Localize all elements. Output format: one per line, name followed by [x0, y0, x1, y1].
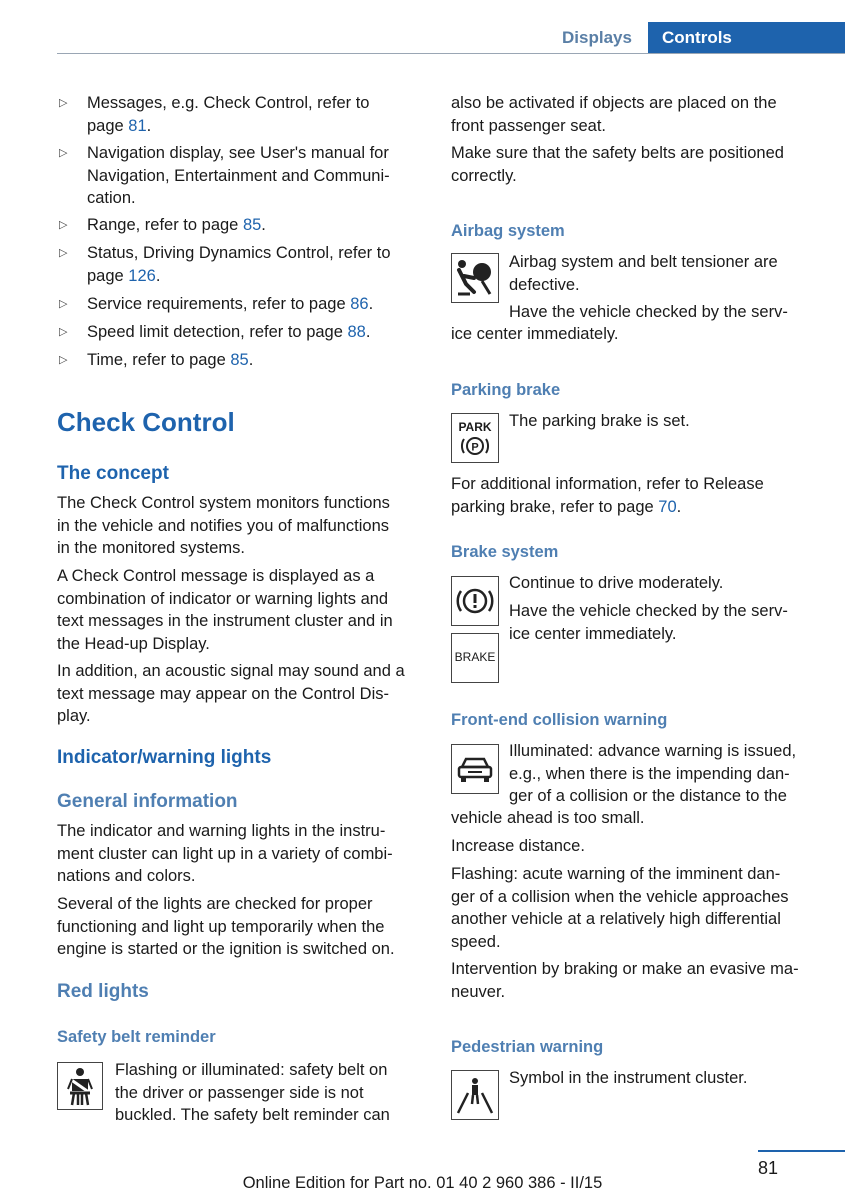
bullet-triangle-icon: ▷: [59, 354, 68, 366]
parking-icon-label: PARK: [458, 420, 492, 434]
bullet-triangle-icon: ▷: [59, 219, 68, 231]
header-chapter-tab: Controls: [648, 22, 845, 54]
parking-brake-icon: [451, 413, 499, 463]
header-rule: [57, 53, 845, 54]
paragraph: Intervention by braking or make an evasive ma- neuver.: [451, 960, 799, 1001]
subsection-heading: Red lights: [57, 981, 149, 1002]
airbag-warning-icon: [451, 253, 499, 303]
footer-rule: [758, 1150, 845, 1152]
subsection-heading: Parking brake: [451, 381, 561, 399]
subsection-heading: Indicator/warning lights: [57, 747, 272, 768]
paragraph: A Check Control message is displayed as a combination of indicator or warning lights and text messages in the instrument cluster and in the Head-up Display.: [57, 567, 393, 653]
footer-edition: Online Edition for Part no. 01 40 2 960 386 - II/15: [242, 1174, 603, 1192]
header-section-label: Displays: [562, 28, 632, 47]
seatbelt-warning-icon: [57, 1062, 103, 1110]
paragraph: vehicle ahead is too small.: [451, 809, 645, 827]
list-item: ▷ Status, Driving Dynamics Control, refer to page 126.: [59, 244, 391, 285]
paragraph: also be activated if objects are placed on the front passenger seat.: [451, 94, 777, 135]
page-link[interactable]: 86: [350, 295, 369, 313]
paragraph: Several of the lights are checked for proper functioning and light up temporarily when the engine is started or the ignition is switched on.: [57, 895, 395, 958]
bullet-triangle-icon: ▷: [59, 147, 68, 159]
list-item: ▷ Service requirements, refer to page 86.: [57, 293, 422, 316]
brake-warning-icon: [451, 576, 499, 626]
paragraph: Continue to drive moderately.: [509, 574, 724, 592]
list-item: ▷ Speed limit detection, refer to page 88.: [57, 321, 422, 344]
brake-text-icon: [451, 633, 499, 683]
list-item: ▷ Messages, e.g. Check Control, refer to page 81.: [59, 94, 370, 135]
paragraph: Illuminated: advance warning is issued, e.g., when there is the impending dan- ger of a collision or the distance to the: [509, 742, 797, 805]
subsection-heading: Safety belt reminder: [57, 1028, 216, 1046]
subsection-heading: Airbag system: [451, 222, 565, 240]
list-item: ▷ Navigation display, see User's manual for Navigation, Entertainment and Communi- cation.: [59, 144, 390, 207]
bullet-triangle-icon: ▷: [59, 97, 68, 109]
page-link[interactable]: 126: [128, 266, 156, 285]
page-link[interactable]: 70: [658, 497, 677, 516]
page-link[interactable]: 81: [128, 116, 147, 135]
paragraph: ice center immediately.: [451, 325, 619, 343]
subsection-heading: Pedestrian warning: [451, 1038, 604, 1056]
paragraph: Flashing or illuminated: safety belt on the driver or passenger side is not buckled. The safety belt reminder can: [115, 1061, 390, 1124]
subsection-heading: Front-end collision warning: [451, 711, 668, 729]
collision-warning-icon: [451, 744, 499, 794]
page-number: 81: [758, 1158, 779, 1178]
paragraph: For additional information, refer to Release parking brake, refer to page 70.: [451, 475, 764, 516]
paragraph: Have the vehicle checked by the serv-: [509, 303, 788, 321]
paragraph: The Check Control system monitors functions in the vehicle and notifies you of malfunctions in the monitored systems.: [57, 494, 390, 557]
svg-text:P: P: [471, 441, 479, 454]
page-link[interactable]: 85: [230, 351, 249, 369]
page-link[interactable]: 85: [242, 216, 262, 234]
paragraph: Airbag system and belt tensioner are defective.: [509, 253, 778, 294]
section-title: Check Control: [57, 407, 235, 437]
page-link[interactable]: 88: [347, 323, 366, 341]
paragraph: In addition, an acoustic signal may sound and a text message may appear on the Control Dis- play.: [57, 662, 405, 725]
pedestrian-warning-icon: [451, 1070, 499, 1120]
bullet-triangle-icon: ▷: [59, 326, 68, 338]
subsection-heading: The concept: [57, 463, 169, 484]
paragraph: Symbol in the instrument cluster.: [509, 1069, 748, 1087]
paragraph: Flashing: acute warning of the imminent dan- ger of a collision when the vehicle approaches another vehicle at a relatively high differential speed.: [451, 865, 789, 951]
paragraph: The indicator and warning lights in the instru- ment cluster can light up in a variety of combi- nations and colors.: [57, 822, 393, 885]
bullet-triangle-icon: ▷: [59, 298, 68, 310]
bullet-triangle-icon: ▷: [59, 247, 68, 259]
brake-icon-label: BRAKE: [454, 650, 496, 664]
subsection-heading: Brake system: [451, 543, 559, 561]
paragraph: Have the vehicle checked by the serv- ice center immediately.: [509, 602, 788, 643]
list-item: ▷ Range, refer to page 85.: [57, 214, 422, 237]
list-item: ▷ Time, refer to page 85.: [57, 349, 422, 372]
paragraph: Make sure that the safety belts are positioned correctly.: [451, 144, 784, 185]
paragraph: The parking brake is set.: [509, 412, 690, 430]
subsection-heading: General information: [57, 791, 238, 812]
paragraph: Increase distance.: [451, 837, 585, 855]
